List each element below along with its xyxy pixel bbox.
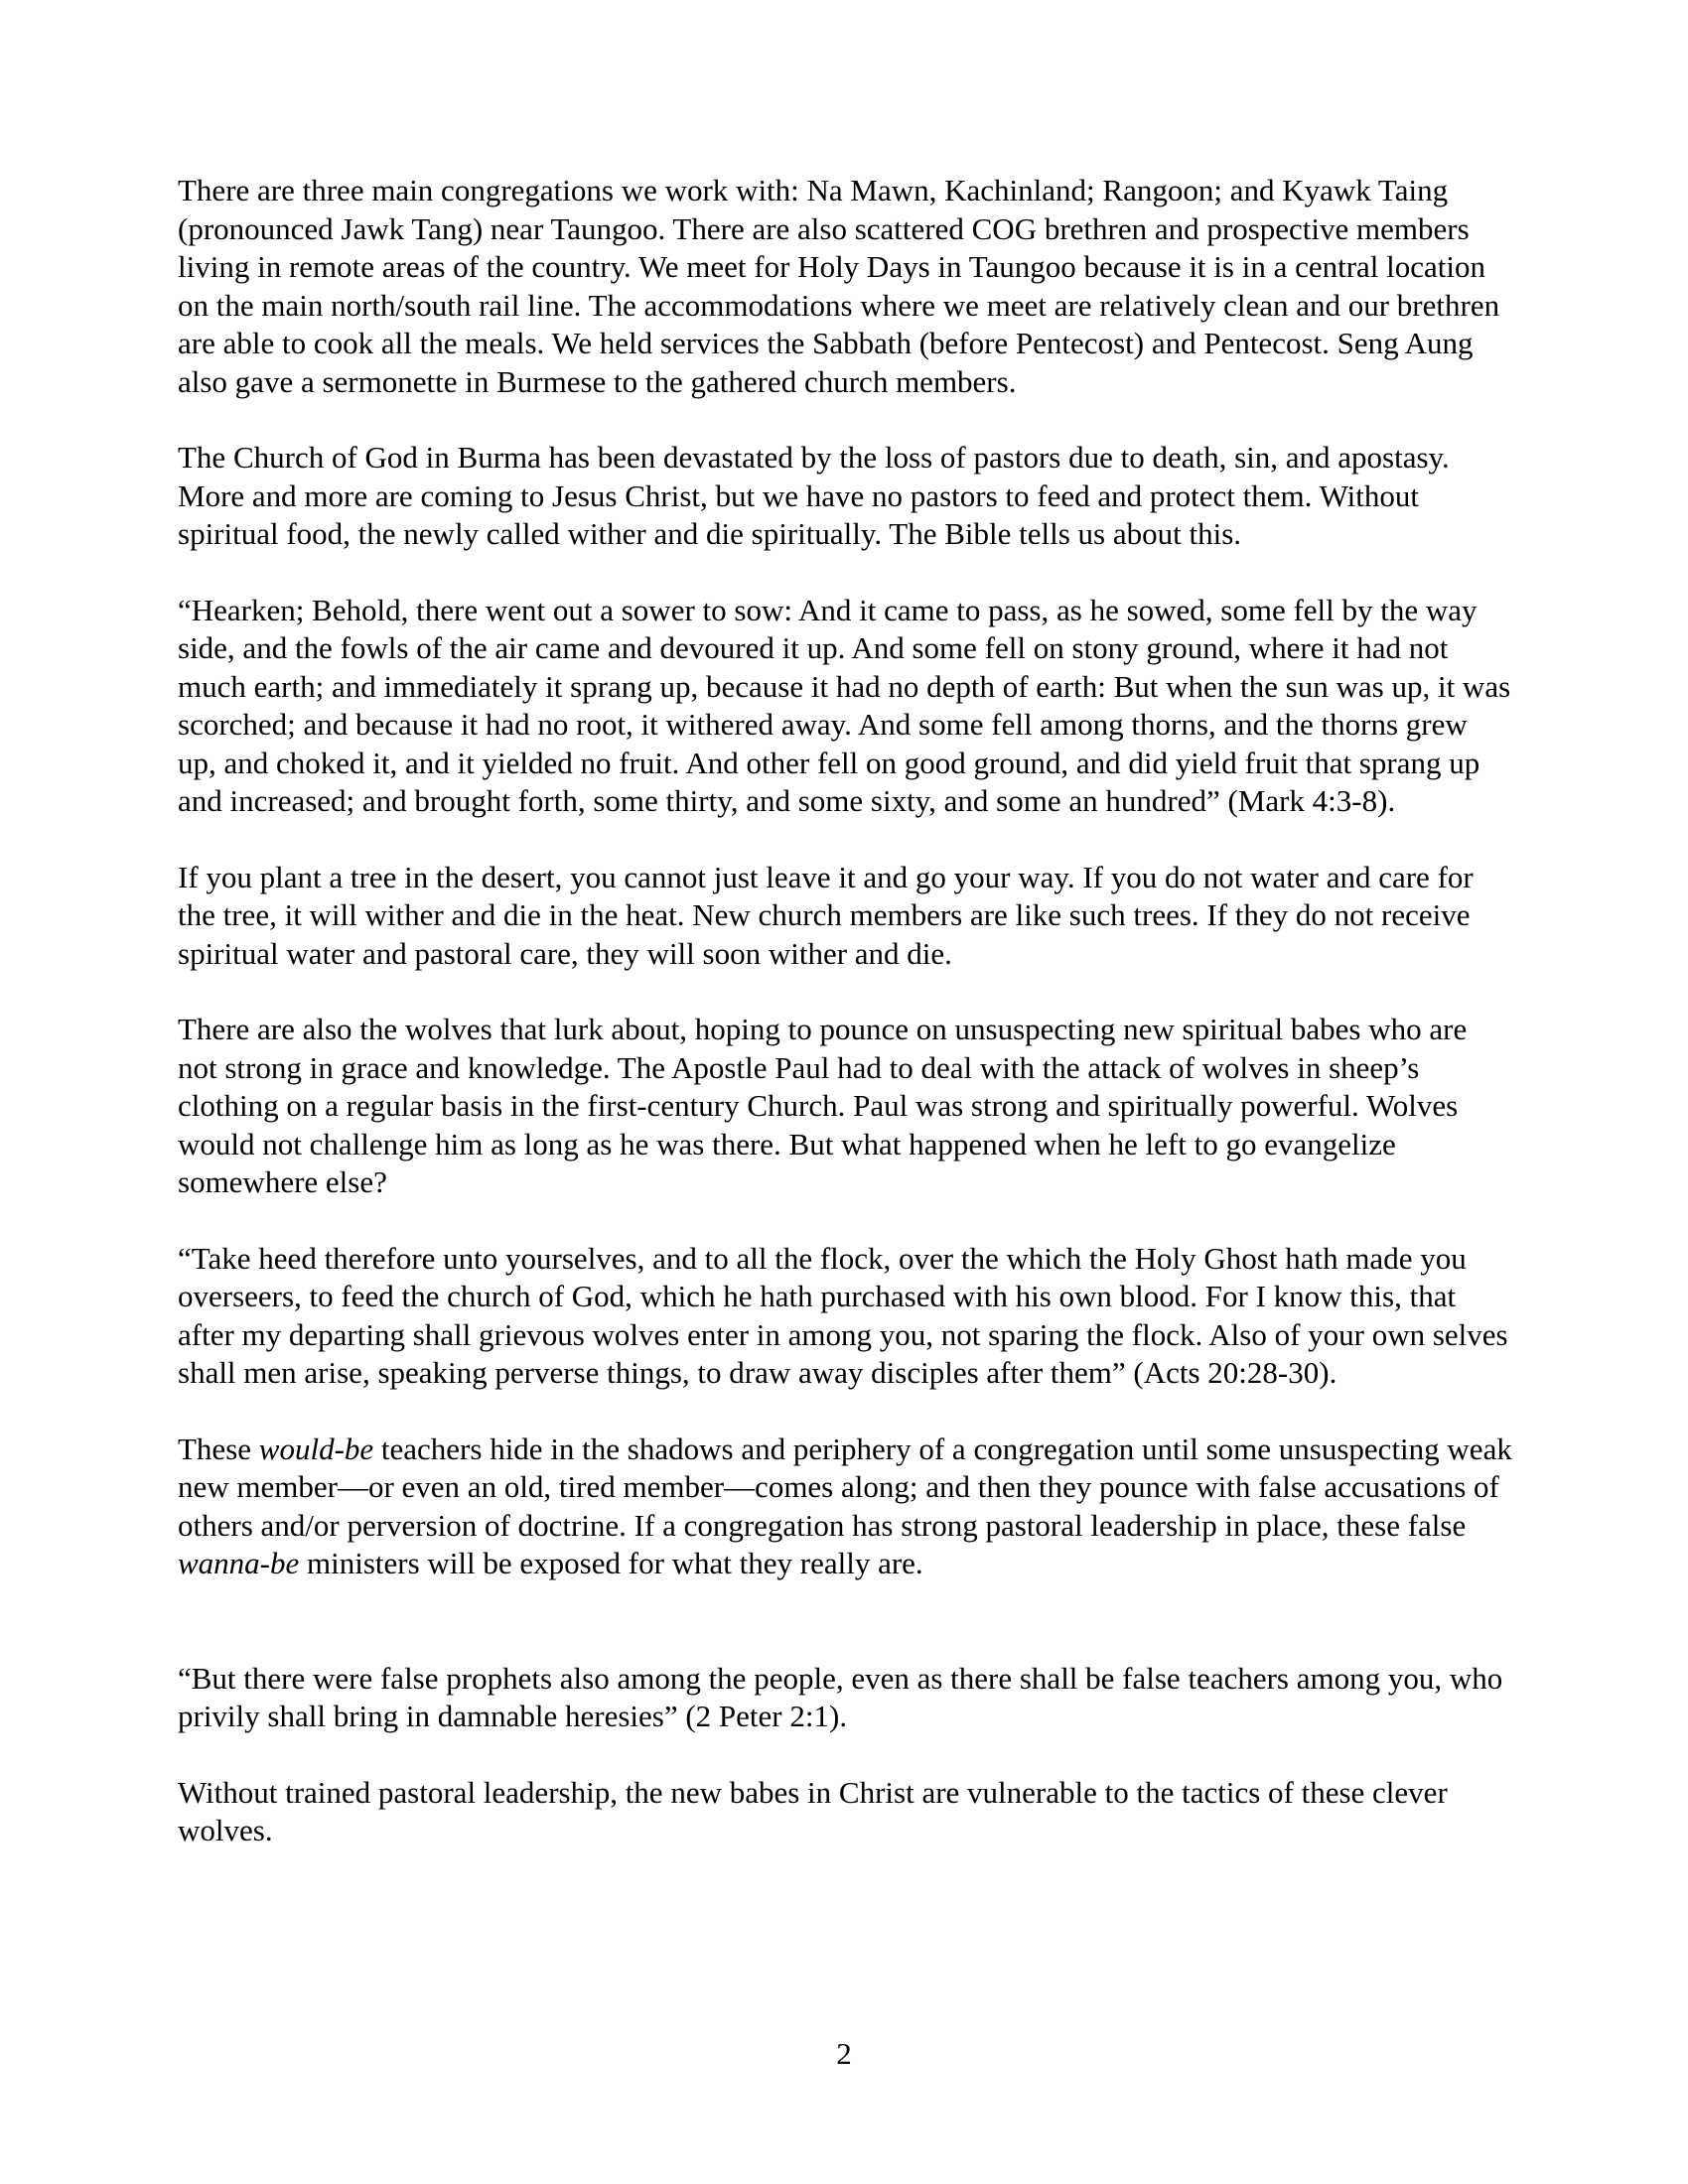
text-segment: These xyxy=(178,1431,259,1466)
paragraph-would-be-teachers xyxy=(178,1431,1513,1583)
quote-mark-4: “Hearken; Behold, there went out a sower to sow: And it came to pass, as he sowed, some fell by the way side, and the fowls of the air came and devoured it up. And some fell on stony ground, where it had not much earth; and immediately it sprang up, because it had no depth of earth: But when the sun was up, it was scorched; and because it had no root, it withered away. And some fell among thorns, and the thorns grew up, and choked it, and it yielded no fruit. And other fell on good ground, and did yield fruit that sprang up and increased; and brought forth, some thirty, and some sixty, and some an hundred” (Mark 4:3-8). xyxy=(178,592,1511,818)
page-number: 2 xyxy=(836,2036,852,2071)
page-body xyxy=(178,172,1513,1850)
paragraph-congregations: There are three main congregations we work with: Na Mawn, Kachinland; Rangoon; and Kyawk Taing (pronounced Jawk Tang) near Taungoo. There are also scattered COG brethren and prospective members living in remote areas of the country. We meet for Holy Days in Taungoo because it is in a central location on the main north/south rail line. The accommodations where we meet are relatively clean and our brethren are able to cook all the meals. We held services the Sabbath (before Pentecost) and Pentecost. Seng Aung also gave a sermonette in Burmese to the gathered church members. xyxy=(178,173,1500,399)
quote-acts-20: “Take heed therefore unto yourselves, and to all the flock, over the which the Holy Ghost hath made you overseers, to feed the church of God, which he hath purchased with his own blood. For I know this, that after my departing shall grievous wolves enter in among you, not sparing the flock. Also of your own selves shall men arise, speaking perverse things, to draw away disciples after them” (Acts 20:28-30). xyxy=(178,1240,1508,1390)
paragraph-church-devastated: The Church of God in Burma has been devastated by the loss of pastors due to death, sin, and apostasy. More and more are coming to Jesus Christ, but we have no pastors to feed and protect them. Without spiritual food, the newly called wither and die spiritually. The Bible tells us about this. xyxy=(178,440,1450,551)
text-segment: teachers hide in the shadows and periphery of a congregation until some unsuspecting weak new member—or even an old, tired member—comes along; and then they pounce with false accusations of others and/or perversion of doctrine. If a congregation has strong pastoral leadership in place, these false xyxy=(178,1431,1512,1543)
quote-2-peter-2: “But there were false prophets also among the people, even as there shall be false teachers among you, who privily shall bring in damnable heresies” (2 Peter 2:1). xyxy=(178,1660,1503,1733)
italic-term-would-be: would-be xyxy=(258,1431,374,1466)
paragraph-tree-desert: If you plant a tree in the desert, you cannot just leave it and go your way. If you do not water and care for the tree, it will wither and die in the heat. New church members are like such trees. If they do not receive spiritual water and pastoral care, they will soon wither and die. xyxy=(178,859,1474,971)
italic-term-wanna-be: wanna-be xyxy=(178,1546,300,1580)
paragraph-wolves: There are also the wolves that lurk about, hoping to pounce on unsuspecting new spiritual babes who are not strong in grace and knowledge. The Apostle Paul had to deal with the attack of wolves in sheep’s clothing on a regular basis in the first-century Church. Paul was strong and spiritually powerful. Wolves would not challenge him as long as he was there. But what happened when he left to go evangelize somewhere else? xyxy=(178,1012,1468,1199)
paragraph-without-leadership: Without trained pastoral leadership, the new babes in Christ are vulnerable to the tactics of these clever wolves. xyxy=(178,1774,1448,1847)
text-segment: ministers will be exposed for what they really are. xyxy=(299,1546,923,1580)
